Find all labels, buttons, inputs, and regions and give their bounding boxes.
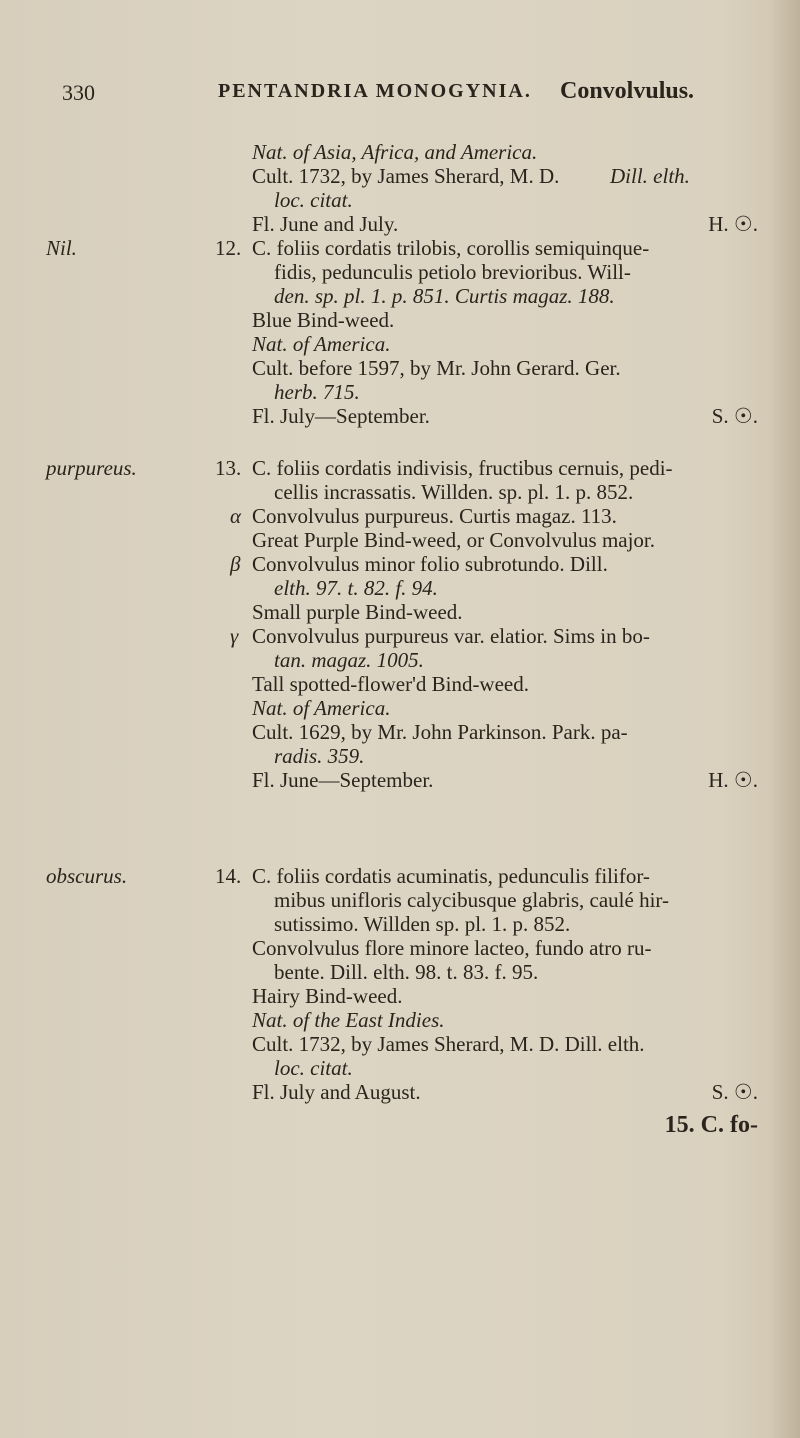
catchword: 15. C. fo- — [664, 1112, 758, 1138]
reference-continuation: tan. magaz. 1005. — [274, 648, 424, 672]
cultivation-line: Cult. 1732, by James Sherard, M. D. — [252, 164, 560, 188]
running-title: PENTANDRIA MONOGYNIA. — [218, 80, 532, 102]
reference-continuation: bente. Dill. elth. 98. t. 83. f. 95. — [274, 960, 539, 984]
diagnosis-line: C. foliis cordatis acuminatis, pedunculis filifor- — [252, 864, 650, 888]
reference-continuation: radis. 359. — [274, 744, 365, 768]
margin-name: purpureus. — [46, 456, 137, 480]
reference-line: Dill. elth. — [610, 164, 690, 188]
flowering-line: Fl. June—September. — [252, 768, 434, 792]
duration-symbol: S. ☉. — [711, 404, 758, 428]
running-header — [0, 80, 800, 120]
reference-continuation: loc. citat. — [274, 1056, 353, 1080]
variety-marker: β — [230, 552, 241, 576]
synonym-line: Convolvulus purpureus. Curtis magaz. 113. — [252, 504, 617, 528]
common-name: Small purple Bind-weed. — [252, 600, 463, 624]
flowering-line: Fl. July and August. — [252, 1080, 421, 1104]
cultivation-line: Cult. before 1597, by Mr. John Gerard. Ger. — [252, 356, 621, 380]
common-name: Tall spotted-flower'd Bind-weed. — [252, 672, 529, 696]
margin-name: obscurus. — [46, 864, 128, 888]
entry-number: 14. — [215, 864, 242, 888]
common-name: Great Purple Bind-weed, or Convolvulus major. — [252, 528, 656, 552]
duration-symbol: S. ☉. — [711, 1080, 758, 1104]
reference-line: sutissimo. Willden sp. pl. 1. p. 852. — [274, 912, 571, 936]
diagnosis-line: C. foliis cordatis indivisis, fructibus cernuis, pedi- — [252, 456, 673, 480]
variety-marker: α — [230, 504, 242, 528]
synonym-line: Convolvulus purpureus var. elatior. Sims in bo- — [252, 624, 650, 648]
duration-symbol: H. ☉. — [708, 768, 758, 792]
diagnosis-line: mibus unifloris calycibusque glabris, caulé hir- — [274, 888, 669, 912]
reference-continuation: elth. 97. t. 82. f. 94. — [274, 576, 438, 600]
margin-name: Nil. — [46, 236, 77, 260]
diagnosis-line: fidis, pedunculis petiolo brevioribus. Will- — [274, 260, 631, 284]
flowering-line: Fl. June and July. — [252, 212, 399, 236]
entry-number: 13. — [215, 456, 242, 480]
diagnosis-line: C. foliis cordatis trilobis, corollis semiquinque- — [252, 236, 650, 260]
cultivation-line: Cult. 1732, by James Sherard, M. D. Dill. elth. — [252, 1032, 645, 1056]
reference-continuation: loc. citat. — [274, 188, 353, 212]
native-line: Nat. of America. — [252, 696, 391, 720]
running-genus: Convolvulus. — [560, 78, 695, 104]
reference-line: den. sp. pl. 1. p. 851. Curtis magaz. 188. — [274, 284, 615, 308]
variety-marker: γ — [230, 624, 239, 648]
native-line: Nat. of Asia, Africa, and America. — [252, 140, 538, 164]
common-name: Blue Bind-weed. — [252, 308, 395, 332]
page-number: 330 — [62, 80, 95, 105]
reference-continuation: herb. 715. — [274, 380, 360, 404]
native-line: Nat. of the East Indies. — [252, 1008, 445, 1032]
duration-symbol: H. ☉. — [708, 212, 758, 236]
reference-line: cellis incrassatis. Willden. sp. pl. 1. p. 852. — [274, 480, 634, 504]
flowering-line: Fl. July—September. — [252, 404, 430, 428]
synonym-line: Convolvulus minor folio subrotundo. Dill. — [252, 552, 608, 576]
native-line: Nat. of America. — [252, 332, 391, 356]
cultivation-line: Cult. 1629, by Mr. John Parkinson. Park. pa- — [252, 720, 628, 744]
common-name: Hairy Bind-weed. — [252, 984, 403, 1008]
entry-number: 12. — [215, 236, 242, 260]
page-edge-shadow — [770, 0, 800, 1438]
synonym-line: Convolvulus flore minore lacteo, fundo atro ru- — [252, 936, 652, 960]
